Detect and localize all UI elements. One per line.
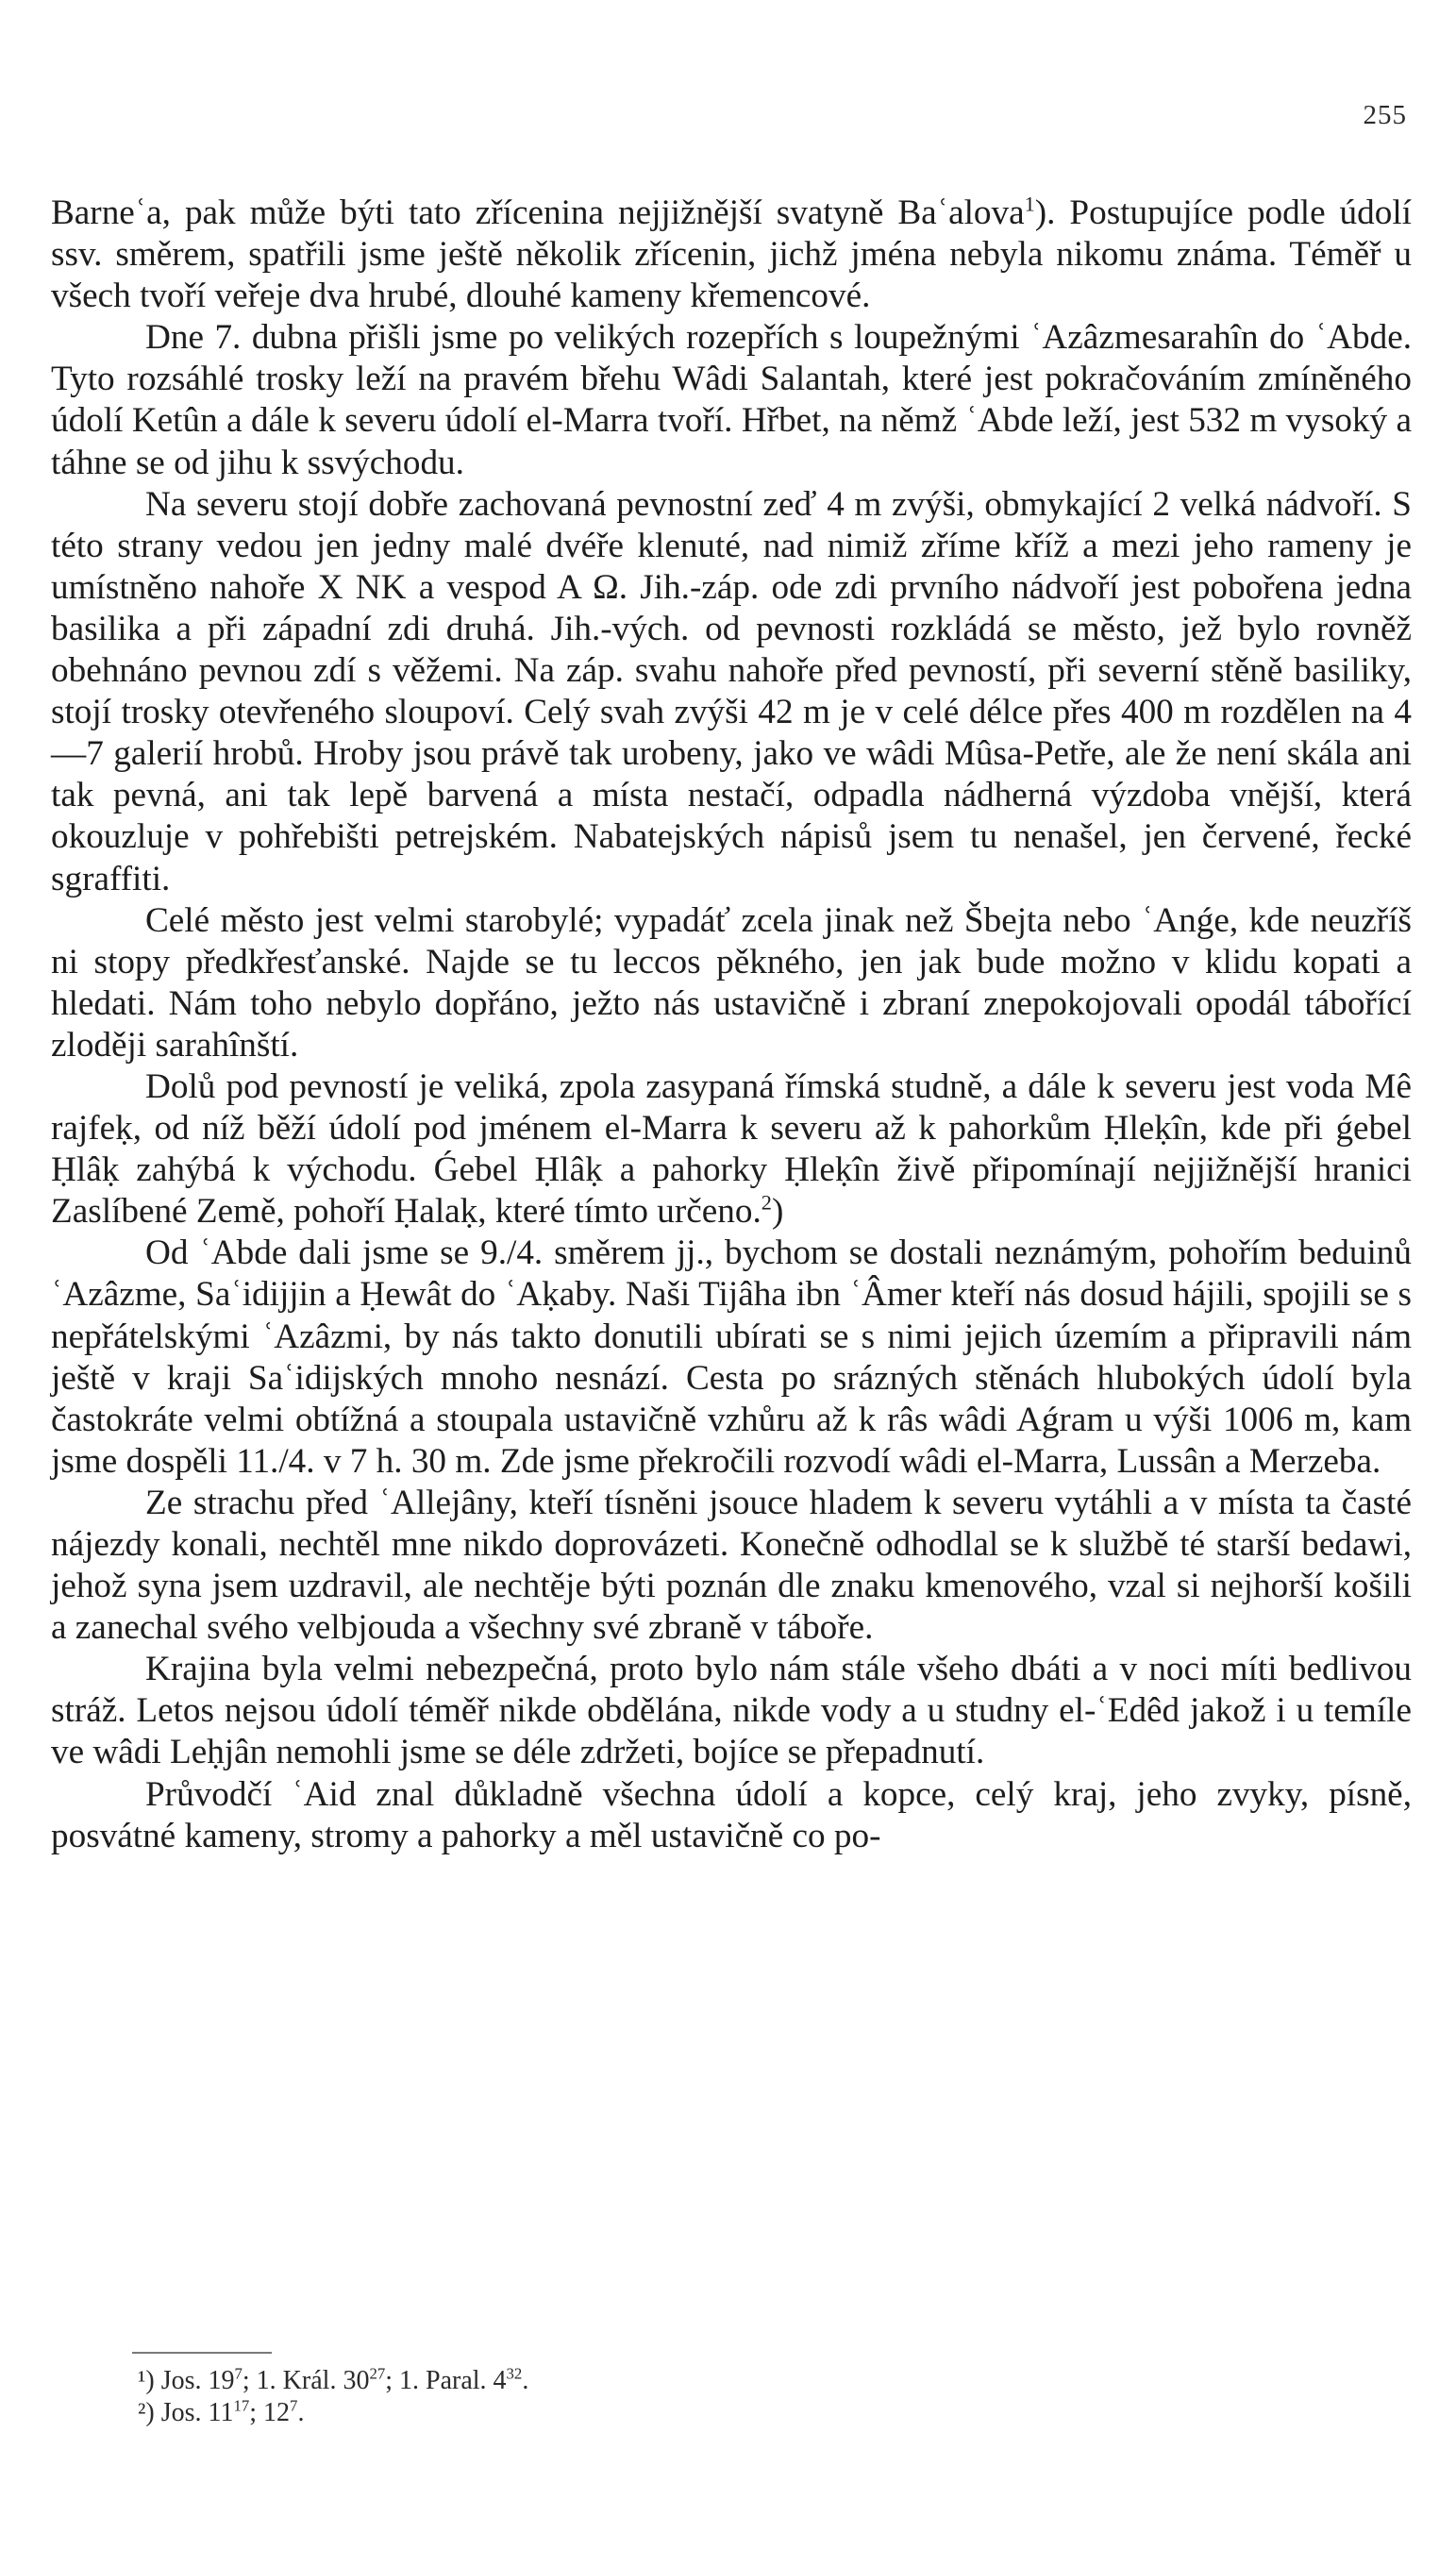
footnote-2-mark: ²)	[138, 2398, 155, 2427]
paragraph-1-text-a: Barneʿa, pak může býti tato zřícenina nejjižnější svatyně Baʿalova	[51, 193, 1025, 232]
paragraph-8: Krajina byla velmi nebezpečná, proto bylo nám stále všeho dbáti a v noci míti bedlivou stráž. Letos nejsou údolí téměř nikde obdělána, nikde vody a u studny el-ʿEdêd jakož i u temíle ve wâdi Leḥjân nemohli jsme se déle zdržeti, bojíce se přepadnutí.	[51, 1650, 1412, 1772]
page-number: 255	[1363, 100, 1407, 130]
footnote-1-sup-b: 27	[369, 2364, 386, 2383]
footnote-2-sup-a: 17	[233, 2396, 250, 2415]
footnote-1-mark: ¹)	[138, 2366, 155, 2395]
footnote-1-ref-d: .	[522, 2366, 529, 2395]
footnote-divider	[132, 2352, 272, 2354]
paragraph-3: Na severu stojí dobře zachovaná pevnostní zeď 4 m zvýši, obmykající 2 velká nádvoří. S této strany vedou jen jedny malé dvéře klenuté, nad nimiž zříme kříž a mezi jeho rameny je umístněno nahoře X NK a vespod A Ω. Jih.-záp. ode zdi prvního nádvoří jest pobořena jedna basilika a při západní zdi druhá. Jih.-vých. od pevnosti rozkládá se město, jež bylo rovněž obehnáno pevnou zdí s věžemi. Na záp. svahu nahoře před pevností, při severní stěně basiliky, stojí trosky otevřeného sloupoví. Celý svah zvýši 42 m je v celé délce přes 400 m rozdělen na 4—7 galerií hrobů. Hroby jsou právě tak urobeny, jako ve wâdi Mûsa-Petře, ale že není skála ani tak pevná, ani tak lepě barvená a místa nestačí, odpadla nádherná výzdoba vnější, která okouzluje v pohřebišti petrejském. Nabatejských nápisů jsem tu nenašel, jen červené, řecké sgraffiti.	[51, 484, 1412, 898]
paragraph-2: Dne 7. dubna přišli jsme po velikých rozepřích s loupežnými ʿAzâzmesarahîn do ʿAbde. Tyto rozsáhlé trosky leží na pravém břehu Wâdi Salantah, které jest pokračováním zmíněného údolí Ketûn a dále k severu údolí el-Marra tvoří. Hřbet, na němž ʿAbde leží, jest 532 m vysoký a táhne se od jihu k ssvýchodu.	[51, 318, 1412, 482]
footnote-1-ref-b: ; 1. Král. 30	[242, 2366, 370, 2395]
footnote-2-ref-a: Jos. 11	[160, 2398, 234, 2427]
footnote-1-ref-a: Jos. 19	[160, 2366, 235, 2395]
paragraph-1	[51, 193, 1412, 317]
footnote-1	[138, 2365, 1270, 2397]
paragraph-9: Průvodčí ʿAid znal důkladně všechna údolí a kopce, celý kraj, jeho zvyky, písně, posvátné kameny, stromy a pahorky a měl ustavičně co po-	[51, 1774, 1412, 1855]
paragraph-5	[51, 1066, 1412, 1233]
footnote-1-sup-a: 7	[234, 2364, 243, 2383]
footnote-2-ref-c: .	[297, 2398, 305, 2427]
footnote-ref-2: 2	[761, 1190, 772, 1215]
footnote-2	[138, 2397, 1270, 2429]
footnote-1-sup-c: 32	[506, 2364, 523, 2383]
paragraph-5-text-a: Dolů pod pevností je veliká, zpola zasypaná římská studně, a dále k severu jest voda Mê rajfeḳ, od níž běží údolí pod jménem el-Marra k severu až k pahorkům Ḥleḳîn, kde při ǵebel Ḥlâḳ zahýbá k východu. Ǵebel Ḥlâḳ a pahorky Ḥleḳîn živě připomínají nejjižnější hranici Zaslíbené Země, pohoří Ḥalaḳ, které tímto určeno.	[51, 1066, 1412, 1232]
footnotes	[138, 2365, 1270, 2429]
paragraph-4: Celé město jest velmi starobylé; vypadáť zcela jinak než Šbejta nebo ʿAnǵe, kde neuzříš ni stopy předkřesťanské. Najde se tu leccos pěkného, jen jak bude možno v klidu kopati a hledati. Nám toho nebylo dopřáno, ježto nás ustavičně i zbraní znepokojovali opodál tábořící zloději sarahînští.	[51, 900, 1412, 1065]
footnote-2-ref-b: ; 12	[249, 2398, 291, 2427]
paragraph-5-text-b: )	[771, 1192, 784, 1232]
body-text	[51, 193, 1412, 1857]
paragraph-7: Ze strachu před ʿAllejâny, kteří tísněni jsouce hladem k severu vytáhli a v místa ta časté nájezdy konali, nechtěl mne nikdo doprovázeti. Konečně odhodlal se k službě té starší bedawi, jehož syna jsem uzdravil, ale nechtěje býti poznán dle znaku kmenového, vzal si nejhorší košili a zanechal svého velbjouda a všechny své zbraně v táboře.	[51, 1483, 1412, 1648]
paragraph-1-text-b: ). Postupujíce podle údolí ssv. směrem, spatřili jsme ještě několik zřícenin, jichž jména nebyla nikomu známa. Téměř u všech tvoří veřeje dva hrubé, dlouhé kameny křemencové.	[51, 193, 1412, 316]
paragraph-6: Od ʿAbde dali jsme se 9./4. směrem jj., bychom se dostali neznámým, pohořím beduinů ʿAzâzme, Saʿidijjin a Ḥewât do ʿAḳaby. Naši Tijâha ibn ʿÂmer kteří nás dosud hájili, spojili se s nepřátelskými ʿAzâzmi, by nás takto donutili ubírati se s nimi jejich územím a připravili nám ještě v kraji Saʿidijských mnoho nesnází. Cesta po srázných stěnách hlubokých údolí byla častokráte velmi obtížná a stoupala ustavičně vzhůru až k râs wâdi Aǵram u výši 1006 m, kam jsme dospěli 11./4. v 7 h. 30 m. Zde jsme překročili rozvodí wâdi el-Marra, Lussân a Merzeba.	[51, 1233, 1412, 1481]
footnote-2-sup-b: 7	[290, 2396, 298, 2415]
footnote-ref-1: 1	[1024, 192, 1035, 216]
footnote-1-ref-c: ; 1. Paral. 4	[385, 2366, 507, 2395]
